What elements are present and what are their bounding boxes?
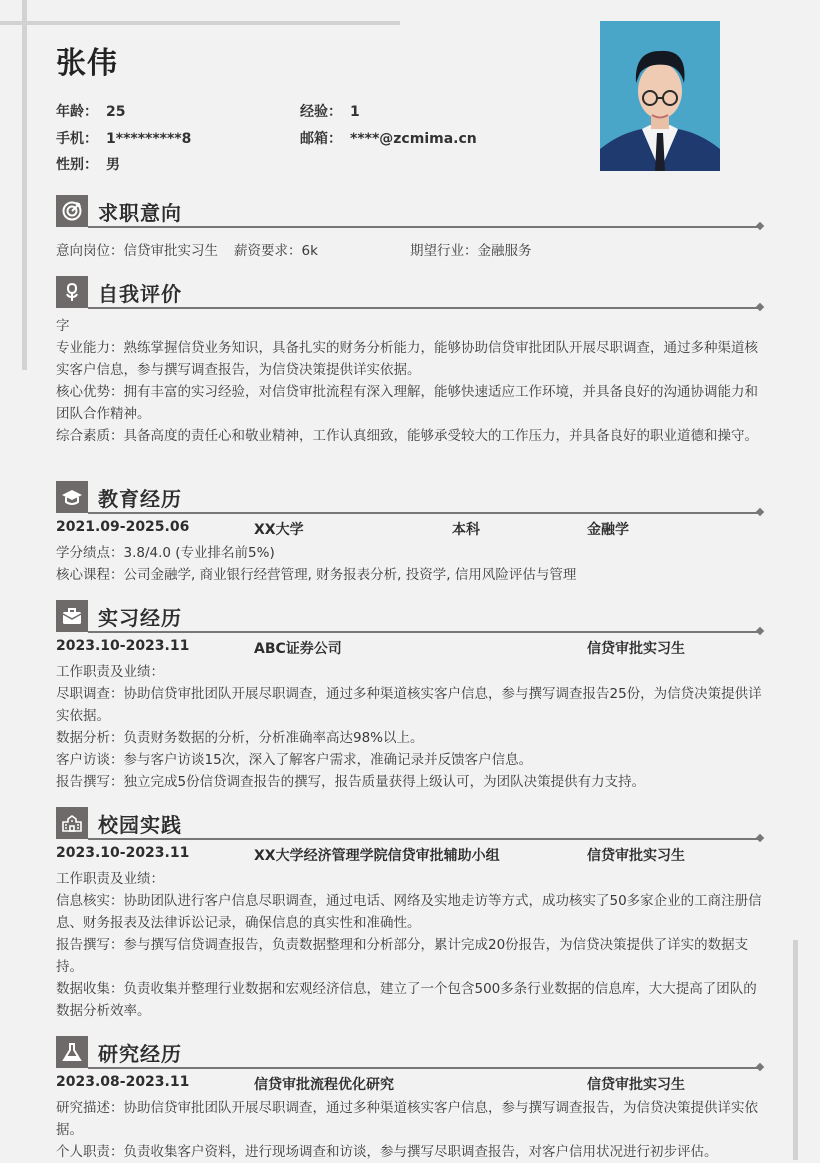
internship-details: [56, 661, 768, 793]
campus-line: 报告撰写：参与撰写信贷调查报告，负责数据整理和分析部分，累计完成20份报告，为信贷决策提供了详实的数据支持。: [56, 937, 749, 975]
info-label: 年龄：: [56, 104, 98, 120]
info-age: [56, 101, 125, 121]
school-building-icon: [56, 807, 88, 839]
internship-company: ABC证券公司: [254, 641, 342, 657]
divider-diamond: [756, 222, 764, 230]
info-gender: [56, 154, 120, 174]
research-role: 信贷审批实习生: [587, 1077, 685, 1093]
info-label: 性别：: [56, 157, 98, 173]
info-label: 邮箱：: [300, 131, 342, 147]
research-entry-header: [56, 1074, 768, 1096]
self-eval-line: 专业能力：熟练掌握信贷业务知识，具备扎实的财务分析能力，能够协助信贷审批团队开展尽职调查，通过多种渠道核实客户信息，参与撰写调查报告，为信贷决策提供详实依据。: [56, 340, 758, 378]
campus-details: [56, 868, 768, 1022]
internship-role: 信贷审批实习生: [587, 641, 685, 657]
education-line: 学分绩点：3.8/4.0 (专业排名前5%): [56, 545, 275, 561]
flask-icon: [56, 1036, 88, 1068]
internship-line: 报告撰写：独立完成5份信贷调查报告的撰写，报告质量获得上级认可，为团队决策提供有力支持。: [56, 774, 646, 790]
section-title: 实习经历: [98, 606, 182, 630]
intent-salary: 薪资要求：6k: [234, 243, 318, 259]
section-title: 教育经历: [98, 487, 182, 511]
campus-line: 数据收集：负责收集并整理行业数据和宏观经济信息，建立了一个包含500多条行业数据的信息库，大大提高了团队的数据分析效率。: [56, 981, 757, 1019]
info-label: 经验：: [300, 104, 342, 120]
campus-period: 2023.10-2023.11: [56, 845, 190, 861]
campus-entry-header: [56, 845, 768, 867]
info-email: [300, 128, 477, 148]
education-school: XX大学: [254, 522, 304, 538]
intent-industry: 期望行业：金融服务: [410, 243, 532, 259]
info-value: 25: [106, 104, 126, 120]
section-divider: [88, 226, 760, 228]
target-icon: [56, 195, 88, 227]
research-line: 研究描述：协助信贷审批团队开展尽职调查，通过多种渠道核实客户信息，参与撰写调查报告，为信贷决策提供详实依据。: [56, 1100, 758, 1138]
info-experience: [300, 101, 360, 121]
info-label: 手机：: [56, 131, 98, 147]
self-eval-line: 综合素质：具备高度的责任心和敬业精神，工作认真细致，能够承受较大的工作压力，并具备良好的职业道德和操守。: [56, 428, 758, 444]
info-value: ****@zcmima.cn: [350, 131, 477, 147]
info-value: 1*********8: [106, 131, 192, 147]
section-divider: [88, 307, 760, 309]
candidate-name: 张伟: [56, 46, 118, 81]
internship-line: 客户访谈：参与客户访谈15次，深入了解客户需求，准确记录并反馈客户信息。: [56, 752, 533, 768]
education-period: 2021.09-2025.06: [56, 519, 190, 535]
section-header-research: [56, 1036, 766, 1068]
divider-diamond: [756, 508, 764, 516]
divider-diamond: [756, 303, 764, 311]
section-title: 求职意向: [98, 201, 182, 225]
internship-entry-header: [56, 638, 768, 660]
section-header-campus: [56, 807, 766, 839]
section-title: 研究经历: [98, 1042, 182, 1066]
divider-diamond: [756, 627, 764, 635]
section-divider: [88, 512, 760, 514]
education-degree: 本科: [452, 522, 480, 538]
section-header-education: [56, 481, 766, 513]
divider-diamond: [756, 1063, 764, 1071]
decorative-right-line: [793, 940, 798, 1160]
section-divider: [88, 631, 760, 633]
campus-role: 信贷审批实习生: [587, 848, 685, 864]
info-phone: [56, 128, 191, 148]
section-divider: [88, 1067, 760, 1069]
decorative-top-line: [0, 21, 400, 25]
self-eval-line: 字: [56, 318, 70, 334]
self-eval-text: [56, 315, 768, 447]
info-value: 男: [106, 157, 120, 173]
research-details: [56, 1097, 768, 1163]
education-entry-header: [56, 519, 768, 541]
info-value: 1: [350, 104, 360, 120]
section-divider: [88, 838, 760, 840]
research-line: 个人职责：负责收集客户资料，进行现场调查和访谈，参与撰写尽职调查报告，对客户信用状况进行初步评估。: [56, 1144, 718, 1160]
internship-line: 工作职责及业绩：: [56, 664, 164, 680]
internship-line: 尽职调查：协助信贷审批团队开展尽职调查，通过多种渠道核实客户信息，参与撰写调查报告25份，为信贷决策提供详实依据。: [56, 686, 762, 724]
section-title: 校园实践: [98, 813, 182, 837]
education-details: [56, 542, 768, 586]
graduation-cap-icon: [56, 481, 88, 513]
section-header-internship: [56, 600, 766, 632]
self-eval-line: 核心优势：拥有丰富的实习经验，对信贷审批流程有深入理解，能够快速适应工作环境，并具备良好的沟通协调能力和团队合作精神。: [56, 384, 758, 422]
campus-line: 信息核实：协助团队进行客户信息尽职调查，通过电话、网络及实地走访等方式，成功核实了50多家企业的工商注册信息、财务报表及法律诉讼记录，确保信息的真实性和准确性。: [56, 893, 762, 931]
campus-org: XX大学经济管理学院信贷审批辅助小组: [254, 848, 500, 864]
profile-photo: [600, 21, 720, 171]
internship-line: 数据分析：负责财务数据的分析，分析准确率高达98%以上。: [56, 730, 424, 746]
education-line: 核心课程：公司金融学, 商业银行经营管理, 财务报表分析, 投资学, 信用风险评估与管理: [56, 567, 577, 583]
flower-icon: [56, 276, 88, 308]
education-major: 金融学: [587, 522, 629, 538]
research-project: 信贷审批流程优化研究: [254, 1077, 394, 1093]
briefcase-icon: [56, 600, 88, 632]
section-title: 自我评价: [98, 282, 182, 306]
research-period: 2023.08-2023.11: [56, 1074, 190, 1090]
section-header-self-eval: [56, 276, 766, 308]
section-header-intent: [56, 195, 766, 227]
internship-period: 2023.10-2023.11: [56, 638, 190, 654]
divider-diamond: [756, 834, 764, 842]
campus-line: 工作职责及业绩：: [56, 871, 164, 887]
decorative-left-line: [22, 0, 27, 370]
intent-position: 意向岗位：信贷审批实习生: [56, 243, 218, 259]
